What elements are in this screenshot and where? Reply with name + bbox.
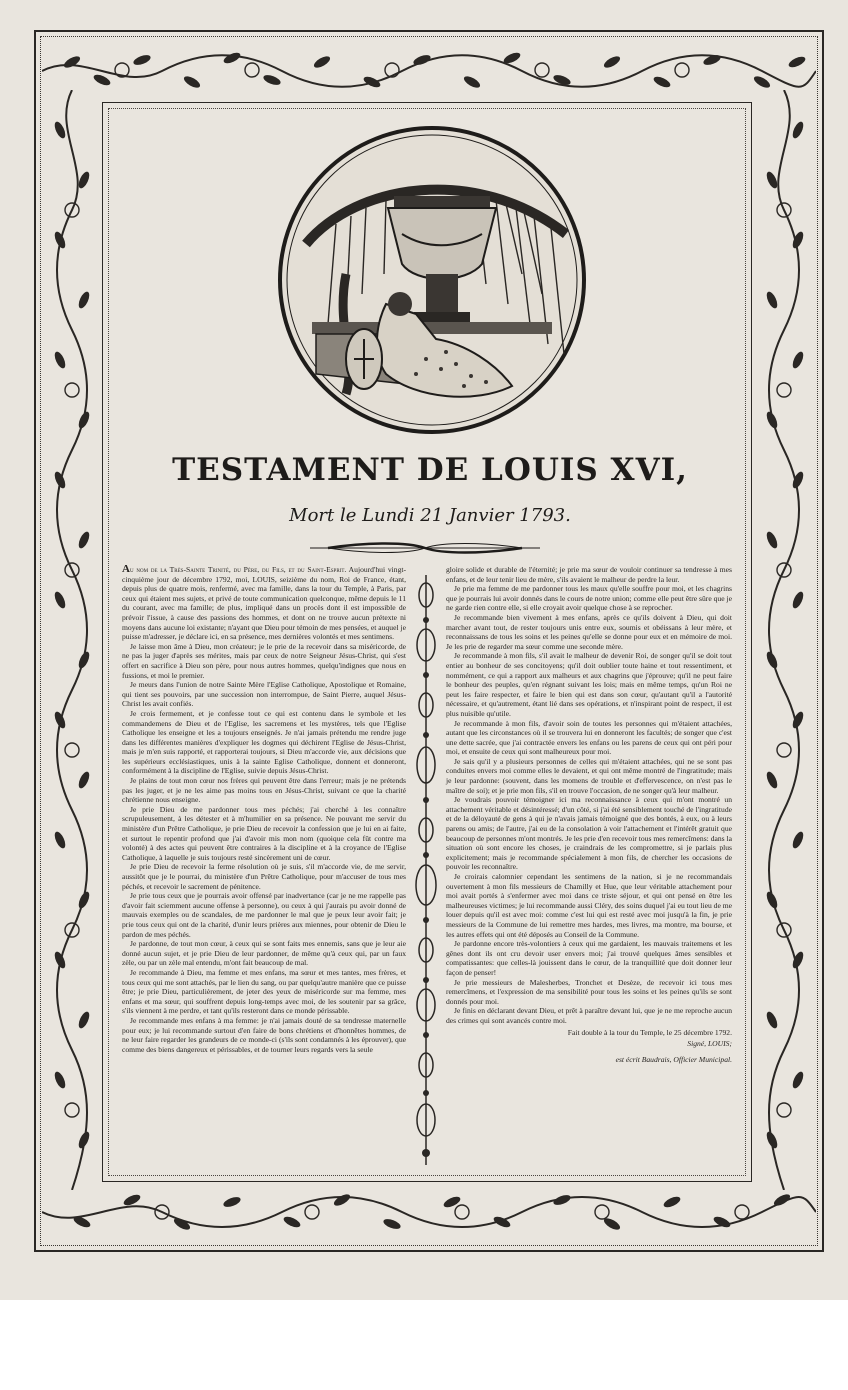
floral-garland-left-icon [42, 90, 102, 1190]
body-paragraph: Je prie ma femme de me pardonner tous les maux qu'elle souffre pour moi, et les chagrins que je pourrais lui avoir donnés dans le cours de notre union; comme elle peut être sûre que je ne garde rien contre elle, si elle croyait avoir quelque chose à se reprocher. [446, 584, 732, 613]
body-paragraph: Je recommande à mon fils, d'avoir soin de toutes les personnes qui m'étaient attachées, autant que les circonstances où il se trouvera lui en donneront les facultés; de songer que c'est une dette sacrée, que j'ai contractée envers les enfans ou les parens de ceux qui ont péri pour moi, et ensuite de ceux qui sont malheureux pour moi. [446, 718, 732, 757]
body-paragraph: Je croirais calomnier cependant les sentimens de la nation, si je ne recommandais ouvertement à mon fils messieurs de Chamilly et Hue, que leur véritable attachement pour moi avait portés à s'enfermer avec moi dans ce triste séjour, et qui ont pensé en être les malheureuses victimes; je lui recommande aussi Cléry, des soins duquel j'ai eu tout lieu de me louer depuis qu'il est avec moi: comme c'est lui qui est resté avec moi jusqu'à la fin, je prie messieurs de la Commune de lui remettre mes hardes, mes livres, ma montre, ma bourse, et les autres effets qui ont été déposés au Conseil de la Commune. [446, 872, 732, 939]
body-paragraph: Je recommande à mon fils, s'il avait le malheur de devenir Roi, de songer qu'il se doit tout entier au bonheur de ses concitoyens; qu'il doit oublier toute haine et tout ressentiment, et nommément, ce qui a rapport aux malheurs et aux chagrins que j'éprouve; qu'il ne peut faire le bonheur des peuples, qu'en régnant suivant les lois; mais en même temps, qu'un Roi ne peut les faire respecter, et faire le bien qui est dans son cœur, qu'autant qu'il a l'autorité nécessaire, et qu'autrement, étant lié dans ses opérations, et n'inspirant point de respect, il est plus nuisible qu'utile. [446, 651, 732, 718]
body-paragraph: Je meurs dans l'union de notre Sainte Mère l'Eglise Catholique, Apostolique et Romaine, qui tient ses pouvoirs, par une succession non interrompue, de Saint Pierre, auquel Jésus-Christ les avait confiés. [122, 680, 406, 709]
body-paragraph: Je recommande bien vivement à mes enfans, après ce qu'ils doivent à Dieu, qui doit marcher avant tout, de rester toujours unis entre eux, soumis et obéissans à leur mère, et reconnaissans de tous les soins et les peines qu'elle se donne pour eux et en mémoire de moi. Je les prie de regarder ma sœur comme une seconde mère. [446, 612, 732, 651]
testament-column-right [446, 565, 732, 1064]
body-paragraph: gloire solide et durable de l'éternité; je prie ma sœur de vouloir continuer sa tendresse à mes enfans, et de leur tenir lieu de mère, s'ils avaient le malheur de perdre la leur. [446, 565, 732, 584]
body-paragraph: Je crois fermement, et je confesse tout ce qui est contenu dans le symbole et les commandemens de Dieu et de l'Eglise, les sacremens et les mystères, tels que l'Eglise Catholique les enseigne et les a toujours enseignés. Je n'ai jamais prétendu me rendre juge dans les différentes manières d'expliquer les dogmes qui déchirent l'Eglise de Jésus-Christ, mais je m'en suis rapporté, et rapporterai toujours, si Dieu m'accorde vie, aux décisions que les supérieurs ecclésiastiques, unis à la sainte Eglise Catholique, donnent et donneront, conformément à la discipline de l'Eglise, suivie depuis Jésus-Christ. [122, 708, 406, 776]
body-paragraph: Je recommande à Dieu, ma femme et mes enfans, ma sœur et mes tantes, mes frères, et tous ceux qui me sont attachés, par le lien du sang, ou par quelqu'autre manière que ce puisse être; je prie Dieu, particulièrement, de jeter des yeux de miséricorde sur ma femme, mes enfans et ma sœur, qui souffrent depuis long-temps avec moi, de les soutenir par sa grâce, s'ils viennent à me perdre, et tant qu'ils resteront dans ce monde périssable. [122, 967, 406, 1016]
document-title: TESTAMENT DE LOUIS XVI, [172, 452, 688, 488]
drop-cap: A [122, 563, 130, 575]
officer-attestation: est écrit Baudrais, Officier Municipal. [615, 1054, 732, 1064]
body-paragraph: Je prie tous ceux que je pourrais avoir offensé par inadvertance (car je ne me rappelle pas d'avoir fait sciemment aucune offense à personne), ou ceux à qui j'aurais pu avoir donné de mauvais exemples ou de scandales, de me pardonner le mal que je peux leur avoir fait; je prie tous ceux qui ont de la charité, d'unir leurs prières aux miennes, pour obtenir de Dieu le pardon de mes péchés. [122, 891, 406, 939]
signature: Signé, LOUIS; [687, 1039, 732, 1049]
floral-garland-bottom-icon [42, 1180, 816, 1244]
intro-paragraph [122, 565, 406, 642]
body-paragraph: Je prie Dieu de recevoir la ferme résolution où je suis, s'il m'accorde vie, de me servir, aussitôt que je le pourrai, du ministère d'un Prêtre Catholique, pour m'accuser de tous mes péchés, et recevoir le sacrement de pénitence. [122, 862, 406, 891]
body-paragraph: Je recommande mes enfans à ma femme: je n'ai jamais douté de sa tendresse maternelle pour eux; je lui recommande surtout d'en faire de bons chrétiens et d'honnêtes hommes, de ne leur faire regarder les grandeurs de ce monde-ci (s'ils sont condamnés à les éprouver), que comme des biens dangereux et périssables, et de tourner leurs regards vers la seule [122, 1015, 406, 1054]
body-paragraph: Je laisse mon âme à Dieu, mon créateur; je le prie de la recevoir dans sa miséricorde, de ne pas la juger d'après ses mérites, mais par ceux de notre Seigneur Jésus-Christ, qui s'est offert en sacrifice à Dieu son père, pour nous autres hommes, quelqu'indignes que nous en fussions, et moi le premier. [122, 641, 406, 680]
body-paragraph: Je finis en déclarant devant Dieu, et prêt à paraître devant lui, que je ne me reproche aucun des crimes qui sont avancés contre moi. [446, 1006, 732, 1025]
title-rule-ornament-icon [308, 540, 542, 556]
body-paragraph: Aujourd'hui vingt-cinquième jour de décembre 1792, moi, LOUIS, seizième du nom, Roi de France, étant, depuis plus de quatre mois, renfermé, avec ma famille, dans la tour du Temple, à Paris, par ceux qui étaient mes sujets, et privé de toute communication quelconque, même depuis le 11 du courant, avec ma famille; de plus, impliqué dans un procès dont il est impossible de prévoir l'issue, à cause des passions des hommes, et dont on ne trouve aucun prétexte ni moyens dans aucune loi existante; n'ayant que Dieu pour témoin de mes pensées, et auquel je puisse m'adresser, je déclare ici, en sa présence, mes dernières volontés et mes sentimens. [122, 565, 407, 642]
center-column-ornament-icon [413, 575, 439, 1165]
floral-garland-right-icon [752, 90, 816, 1190]
body-paragraph: Je plains de tout mon cœur nos frères qui peuvent être dans l'erreur; mais je ne prétends pas les juger, et je ne les aime pas moins tous en Jésus-Christ, suivant ce que la charité chrétienne nous enseigne. [122, 776, 406, 805]
body-paragraph: Je voudrais pouvoir témoigner ici ma reconnaissance à ceux qui m'ont montré un attachement véritable et désintéressé; d'un côté, si j'ai été sensiblement touché de l'ingratitude et de la déloyauté de gens à qui je n'avais jamais témoigné que des bontés, à eux, ou à leurs parens ou amis; de l'autre, j'ai eu de la consolation à voir l'attachement et l'intérêt gratuit que beaucoup de personnes m'ont montrés. Je les prie d'en recevoir tous mes remercîmens: dans la situation où sont encore les choses, je craindrais de les compromettre, si je parlais plus explicitement; mais je recommande spécialement à mon fils, de chercher les occasions de pouvoir les reconnaître. [446, 795, 732, 872]
body-paragraph: Je prie Dieu de me pardonner tous mes péchés; j'ai cherché à les connaître scrupuleusement, à les détester et à m'humilier en sa présence. Ne pouvant me servir du ministère d'un Prêtre Catholique, je prie Dieu de recevoir la confession que je lui en ai faite, et surtout le repentir profond que j'ai d'avoir mis mon nom (quoique cela fût contre ma volonté) à des actes qui peuvent être contraires à la discipline et à la croyance de l'Eglise Catholique, à laquelle je suis toujours resté sincèrement uni de cœur. [122, 804, 406, 862]
body-paragraph: Je pardonne, de tout mon cœur, à ceux qui se sont faits mes ennemis, sans que je leur aie donné aucun sujet, et je prie Dieu de leur pardonner, de même qu'à ceux qui, par un faux zèle, ou par un zèle mal entendu, m'ont fait beaucoup de mal. [122, 939, 406, 968]
floral-garland-top-icon [42, 40, 816, 102]
closing-date: Fait double à la tour du Temple, le 25 décembre 1792. [567, 1027, 732, 1037]
body-paragraph: Je pardonne encore très-volontiers à ceux qui me gardaient, les mauvais traitemens et les gênes dont ils ont cru devoir user envers moi; j'ai trouvé quelques âmes sensibles et compatissantes: que celles-là jouissent dans le cœur, de la tranquillité que doit donner leur façon de penser! [446, 939, 732, 977]
document-subtitle: Mort le Lundi 21 Janvier 1793. [289, 505, 571, 526]
body-paragraph: Je sais qu'il y a plusieurs personnes de celles qui m'étaient attachées, qui ne se sont pas conduites envers moi comme elles le devaient, et qui ont même montré de l'ingratitude; mais je leur pardonne: (souvent, dans les momens de trouble et d'effervescence, on n'est pas le maître de soi); et je prie mon fils, s'il en trouve l'occasion, de ne songer qu'à leur malheur. [446, 756, 732, 795]
invocation: u nom de la Très-Sainte Trinité, du Père, du Fils, et du Saint-Esprit. [129, 565, 347, 574]
body-paragraph: Je prie messieurs de Malesherbes, Tronchet et Desèze, de recevoir ici tous mes remercîmens, et l'expression de ma sensibilité pour tous les soins et les peines qu'ils se sont donnés pour moi. [446, 977, 732, 1006]
mourning-medallion-icon [276, 124, 588, 436]
testament-column-left [122, 565, 406, 1054]
